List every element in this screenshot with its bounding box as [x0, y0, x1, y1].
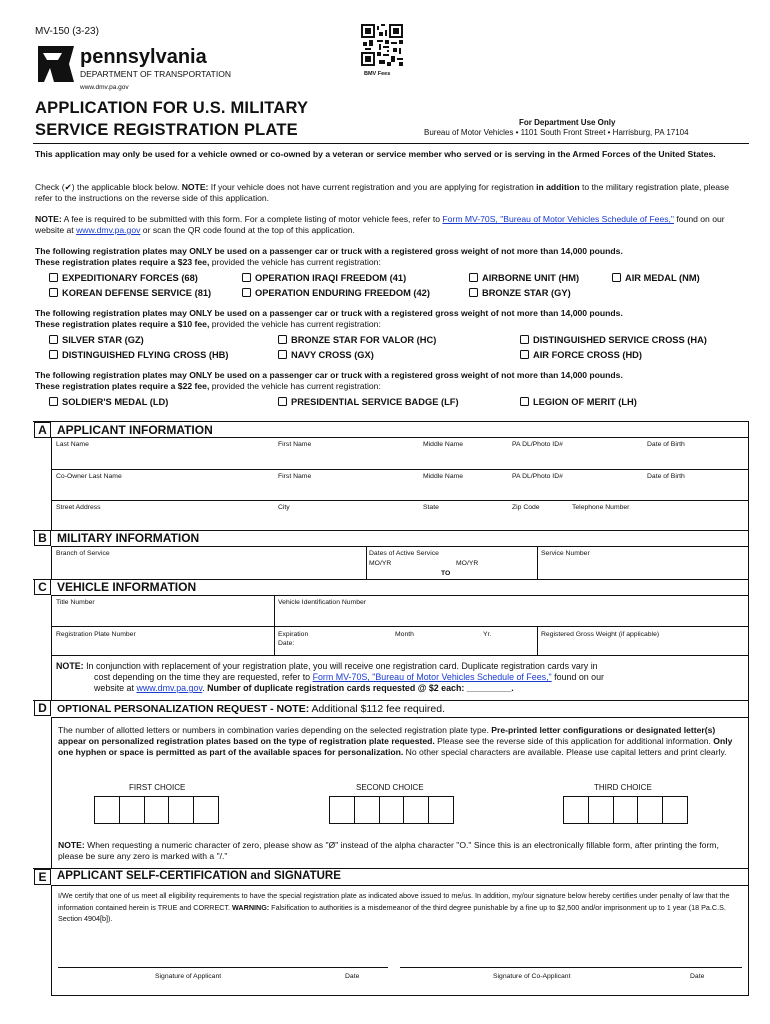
third-choice-label: THIRD CHOICE [594, 783, 652, 792]
checkbox[interactable] [469, 273, 478, 282]
section-c-title: VEHICLE INFORMATION [57, 580, 197, 594]
moyr-from-label: MO/YR [369, 560, 392, 567]
second-choice-label: SECOND CHOICE [356, 783, 424, 792]
service-number-label: Service Number [541, 550, 590, 557]
section-b-letter: B [34, 530, 51, 546]
header-divider [33, 143, 749, 144]
co-owner-last-name-label: Co-Owner Last Name [56, 473, 122, 480]
checkbox[interactable] [49, 397, 58, 406]
second-choice-input[interactable] [329, 796, 454, 824]
month-label: Month [395, 631, 414, 638]
brand-name: pennsylvania [80, 46, 207, 68]
option-bronze-star[interactable]: BRONZE STAR (GY) [469, 288, 571, 298]
date-label-1: Date [345, 973, 360, 980]
co-owner-middle-name-label: Middle Name [423, 473, 464, 480]
option-airborne[interactable]: AIRBORNE UNIT (HM) [469, 273, 579, 283]
zip-label: Zip Code [512, 504, 540, 511]
option-korean-defense[interactable]: KOREAN DEFENSE SERVICE (81) [49, 288, 211, 298]
check-instruction: Check (✔) the applicable block below. NOTE: If your vehicle does not have current registration and you are applying for registration in addition to the military registration plate, please refer to the instructions on the reverse side of this application. [35, 182, 730, 203]
first-choice-input[interactable] [94, 796, 219, 824]
option-expeditionary[interactable]: EXPEDITIONARY FORCES (68) [49, 273, 198, 283]
vin-label: Vehicle Identification Number [278, 599, 367, 606]
checkbox[interactable] [469, 288, 478, 297]
group3-line1: The following registration plates may ONLY be used on a passenger car or truck with a registered gross weight of not more than 14,000 pounds. [35, 370, 623, 380]
middle-name-label: Middle Name [423, 441, 464, 448]
branch-label: Branch of Service [56, 550, 110, 557]
section-a-title: APPLICANT INFORMATION [57, 423, 213, 437]
qr-code[interactable] [361, 24, 403, 66]
option-soldiers-medal[interactable]: SOLDIER'S MEDAL (LD) [49, 397, 168, 407]
dl-label: PA DL/Photo ID# [512, 441, 563, 448]
last-name-label: Last Name [56, 441, 89, 448]
date-label-2: Date [690, 973, 705, 980]
checkbox[interactable] [520, 397, 529, 406]
applicant-signature-line[interactable] [58, 967, 388, 968]
website-header: www.dmv.pa.gov [80, 84, 129, 91]
option-distinguished-service-cross[interactable]: DISTINGUISHED SERVICE CROSS (HA) [520, 335, 707, 345]
bureau-address: Bureau of Motor Vehicles • 1101 South Front Street • Harrisburg, PA 17104 [424, 128, 689, 137]
department-use-only: For Department Use Only [519, 118, 616, 127]
moyr-to-label: MO/YR [456, 560, 479, 567]
option-presidential-badge[interactable]: PRESIDENTIAL SERVICE BADGE (LF) [278, 397, 459, 407]
section-a-letter: A [34, 422, 51, 438]
year-label: Yr. [483, 631, 492, 638]
option-air-force-cross[interactable]: AIR FORCE CROSS (HD) [520, 350, 642, 360]
option-silver-star[interactable]: SILVER STAR (GZ) [49, 335, 144, 345]
first-name-label: First Name [278, 441, 312, 448]
option-enduring-freedom[interactable]: OPERATION ENDURING FREEDOM (42) [242, 288, 430, 298]
first-choice-label: FIRST CHOICE [129, 783, 186, 792]
checkbox[interactable] [242, 273, 251, 282]
option-distinguished-flying-cross[interactable]: DISTINGUISHED FLYING CROSS (HB) [49, 350, 229, 360]
checkbox[interactable] [612, 273, 621, 282]
group1-line1: The following registration plates may ONLY be used on a passenger car or truck with a registered gross weight of not more than 14,000 pounds. [35, 246, 623, 256]
option-legion-of-merit[interactable]: LEGION OF MERIT (LH) [520, 397, 637, 407]
zero-character-note: NOTE: When requesting a numeric character of zero, please show as "Ø" instead of the alpha character "O." Since this is an electronically fillable form, after printing the form, please be sure any zero is marked with a "/." [58, 840, 719, 861]
checkbox[interactable] [278, 350, 287, 359]
mv70s-link[interactable]: Form MV-70S, "Bureau of Motor Vehicles Schedule of Fees," [442, 214, 674, 224]
checkbox[interactable] [49, 288, 58, 297]
form-id: MV-150 (3-23) [35, 26, 99, 37]
qr-caption: BMV Fees [364, 71, 391, 77]
dates-label: Dates of Active Service [369, 550, 439, 557]
fee-note: NOTE: A fee is required to be submitted with this form. For a complete listing of motor vehicle fees, refer to Form MV-70S, "Bureau of Motor Vehicles Schedule of Fees," found on our website at www.dmv.pa.gov or scan the QR code found at the top of this application. [35, 214, 725, 235]
telephone-label: Telephone Number [572, 504, 630, 511]
section-b-title: MILITARY INFORMATION [57, 531, 200, 545]
group1-line2: These registration plates require a $23 fee, provided the vehicle has current registration: [35, 257, 381, 267]
personalization-instructions: The number of allotted letters or numbers in combination varies depending on the selected registration plate type. Pre-printed letter configurations or designated letter(s) appear on personalized registration plates based on the type of registration plate requested. Please see the reverse side of this application for additional information. Only one hyphen or space is permitted as part of the available spaces for personalization. No other special characters are available. Please use capital letters and print clearly. [58, 725, 733, 757]
qr-code-icon [361, 24, 403, 66]
certification-text: I/We certify that one of us meet all eligibility requirements to have the special registration plate as indicated above issued to me/us. In addition, my/our signature below hereby certifies under penalty of law that the information contained herein is TRUE and CORRECT. WARNING: Falsification to authorities is a misdemeanor of the third degree punishable by a fine up to $2,500 and/or imprisonment up to 1 year (18 Pa.C.S. Section 4904[b]). [58, 891, 730, 923]
department-name: DEPARTMENT OF TRANSPORTATION [80, 69, 231, 79]
expiration-label: Expiration [278, 631, 309, 638]
checkbox[interactable] [278, 335, 287, 344]
section-c-letter: C [34, 579, 51, 595]
mv70s-link-2[interactable]: Form MV-70S, "Bureau of Motor Vehicles Schedule of Fees," [312, 672, 552, 682]
eligibility-text: This application may only be used for a vehicle owned or co-owned by a veteran or service member who served or is serving in the Armed Forces of the United States. [35, 149, 716, 159]
group2-line1: The following registration plates may ONLY be used on a passenger car or truck with a registered gross weight of not more than 14,000 pounds. [35, 308, 623, 318]
checkbox[interactable] [278, 397, 287, 406]
plate-number-label: Registration Plate Number [56, 631, 136, 638]
title-line-2: SERVICE REGISTRATION PLATE [35, 121, 298, 139]
section-e-letter: E [34, 869, 51, 885]
group3-line2: These registration plates require a $22 fee, provided the vehicle has current registration: [35, 381, 381, 391]
signature-applicant-label: Signature of Applicant [155, 973, 222, 980]
section-d-letter: D [34, 700, 51, 716]
co-applicant-signature-line[interactable] [400, 967, 742, 968]
third-choice-input[interactable] [563, 796, 688, 824]
to-label: TO [441, 570, 451, 577]
dob-label: Date of Birth [647, 441, 685, 448]
option-iraqi-freedom[interactable]: OPERATION IRAQI FREEDOM (41) [242, 273, 406, 283]
website-link[interactable]: www.dmv.pa.gov [76, 225, 141, 235]
option-navy-cross[interactable]: NAVY CROSS (GX) [278, 350, 374, 360]
section-d-title: OPTIONAL PERSONALIZATION REQUEST - NOTE: Additional $112 fee required. [57, 703, 446, 715]
gross-weight-label: Registered Gross Weight (if applicable) [541, 631, 660, 638]
checkbox[interactable] [49, 350, 58, 359]
title-number-label: Title Number [56, 599, 95, 606]
group2-line2: These registration plates require a $10 fee, provided the vehicle has current registration: [35, 319, 381, 329]
checkbox[interactable] [520, 350, 529, 359]
co-owner-dl-label: PA DL/Photo ID# [512, 473, 563, 480]
title-line-1: APPLICATION FOR U.S. MILITARY [35, 99, 309, 117]
street-label: Street Address [56, 504, 101, 511]
website-link-2[interactable]: www.dmv.pa.gov [136, 683, 203, 693]
checkbox[interactable] [49, 273, 58, 282]
checkbox[interactable] [242, 288, 251, 297]
option-air-medal[interactable]: AIR MEDAL (NM) [612, 273, 700, 283]
checkbox[interactable] [49, 335, 58, 344]
keystone-icon [36, 44, 76, 84]
option-bronze-star-valor[interactable]: BRONZE STAR FOR VALOR (HC) [278, 335, 436, 345]
state-label: State [423, 504, 439, 511]
signature-coapplicant-label: Signature of Co-Applicant [493, 973, 571, 980]
city-label: City [278, 504, 290, 511]
co-owner-first-name-label: First Name [278, 473, 312, 480]
expiration-date-label: Date: [278, 640, 295, 647]
penndot-logo [36, 44, 76, 84]
checkbox[interactable] [520, 335, 529, 344]
co-owner-dob-label: Date of Birth [647, 473, 685, 480]
section-e-title: APPLICANT SELF-CERTIFICATION and SIGNATURE [57, 870, 341, 882]
duplicate-card-note: NOTE: In conjunction with replacement of your registration plate, you will receive one registration card. Duplicate registration cards vary in cost depending on the time they are requested, refer to Form MV-70S, "Bureau of Motor Vehicles Schedule of Fees," found on our website at www.dmv.pa.gov. Number of duplicate registration cards requested @ $2 each: _________. [56, 661, 605, 693]
